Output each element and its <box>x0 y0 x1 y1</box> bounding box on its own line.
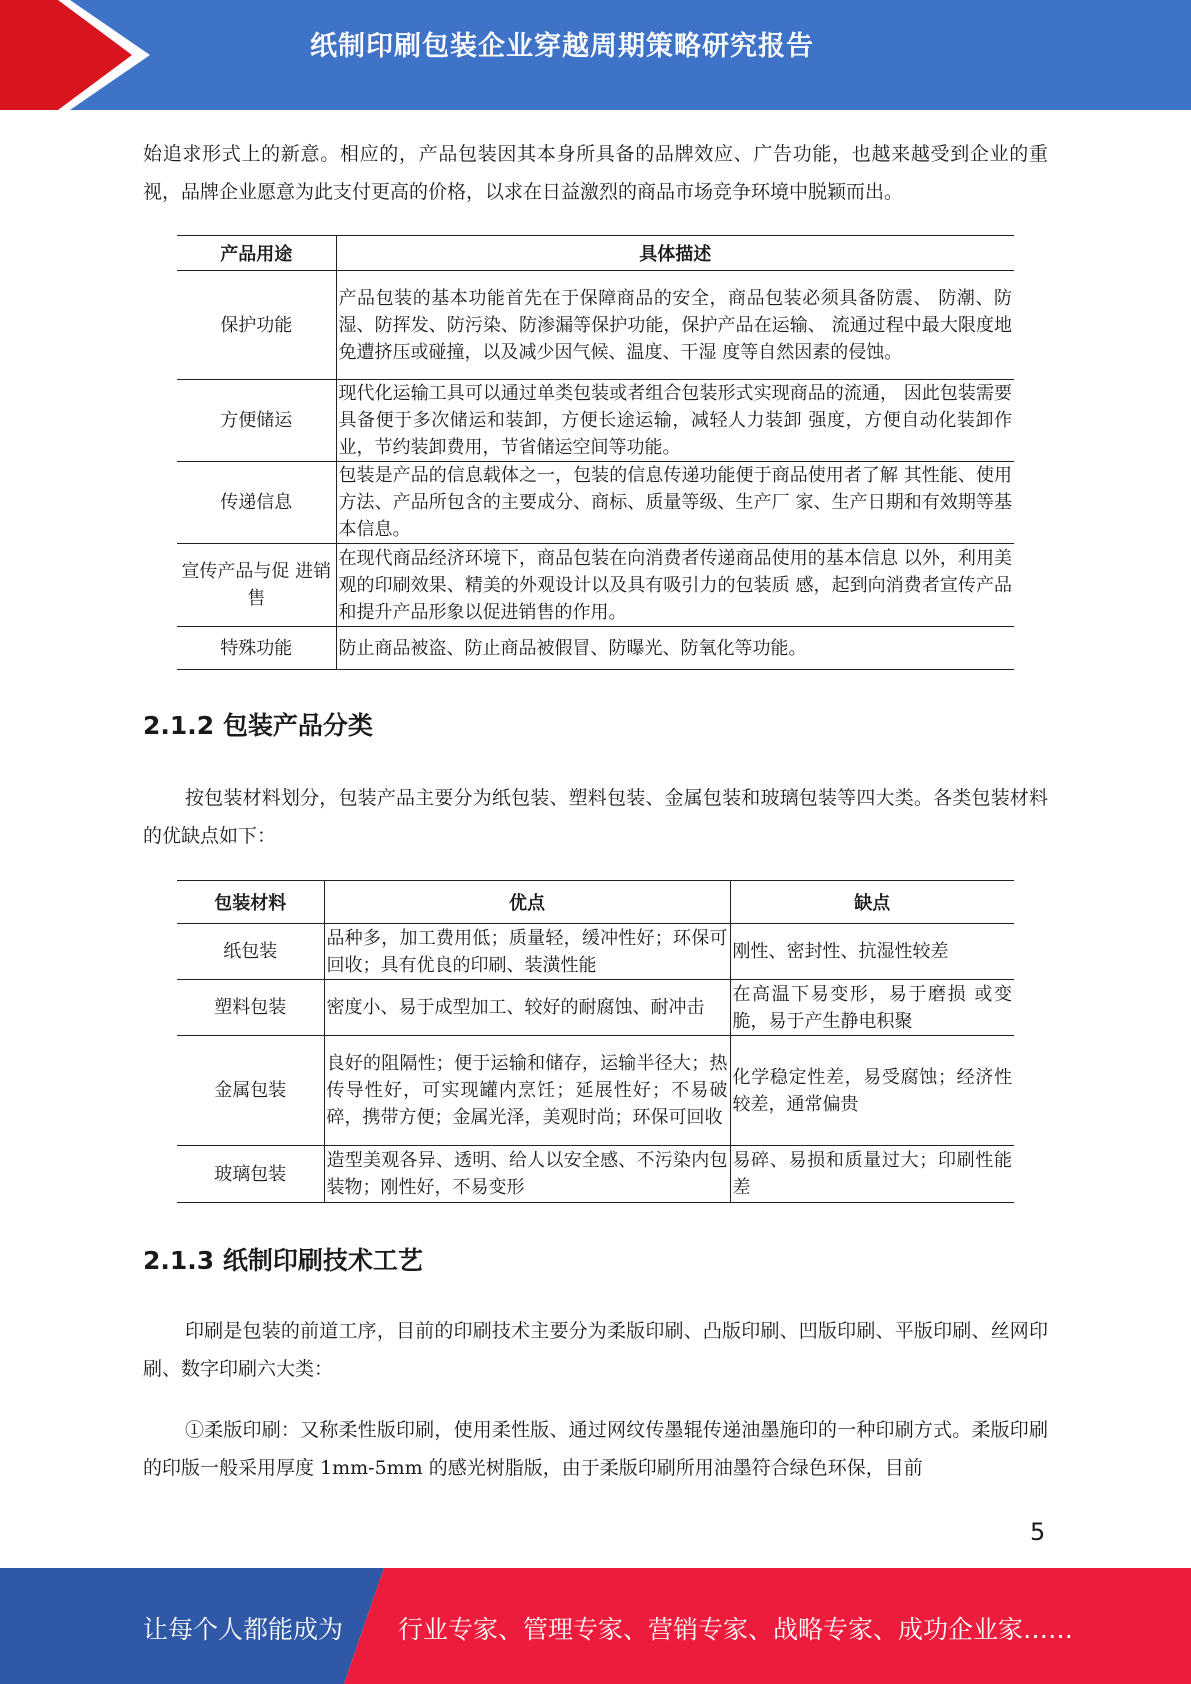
table-row <box>177 627 1014 670</box>
table-row <box>177 462 1014 544</box>
table-cell: 刚性、密封性、抗湿性较差 <box>730 924 1014 980</box>
footer-slogan-left: 让每个人都能成为 <box>143 1615 344 1644</box>
table-cell: 化学稳定性差，易受腐蚀；经济性较差，通常偏贵 <box>730 1036 1014 1146</box>
table-row <box>177 544 1014 627</box>
table-cell: 良好的阻隔性；便于运输和储存，运输半径大；热传导性好，可实现罐内烹饪；延展性好；不易破碎，携带方便；金属光泽，美观时尚；环保可回收 <box>324 1036 730 1146</box>
table-cell: 易碎、易损和质量过大；印刷性能差 <box>730 1146 1014 1203</box>
table-header-row <box>177 881 1014 924</box>
table-cell: 防止商品被盗、防止商品被假冒、防曝光、防氧化等功能。 <box>336 627 1014 670</box>
table-cell: 纸包装 <box>177 924 324 980</box>
table-cell: 特殊功能 <box>177 627 336 670</box>
table-row <box>177 980 1014 1036</box>
table-cell: 保护功能 <box>177 271 336 380</box>
table-header-row <box>177 236 1014 271</box>
table-cell: 品种多，加工费用低；质量轻，缓冲性好；环保可回收；具有优良的印刷、装潢性能 <box>324 924 730 980</box>
section-2-1-3-paragraph-2: ①柔版印刷：又称柔性版印刷，使用柔性版、通过网纹传墨辊传递油墨施印的一种印刷方式。柔版印刷的印版一般采用厚度 1mm-5mm 的感光树脂版，由于柔版印刷所用油墨符合绿色环保，目前 <box>143 1419 1048 1479</box>
packaging-material-table <box>177 880 1014 1203</box>
column-header: 产品用途 <box>177 236 336 271</box>
table-cell: 玻璃包装 <box>177 1146 324 1203</box>
table-row <box>177 1036 1014 1146</box>
table-cell: 塑料包装 <box>177 980 324 1036</box>
table-row <box>177 271 1014 380</box>
table-row <box>177 380 1014 462</box>
header-arrow-decoration <box>0 0 150 110</box>
table-cell: 现代化运输工具可以通过单类包装或者组合包装形式实现商品的流通， 因此包装需要具备便于多次储运和装卸，方便长途运输，减轻人力装卸 强度，方便自动化装卸作业，节约装卸费用，节省储运空间等功能。 <box>336 380 1014 462</box>
table-cell: 包装是产品的信息载体之一，包装的信息传递功能便于商品使用者了解 其性能、使用方法、产品所包含的主要成分、商标、质量等级、生产厂 家、生产日期和有效期等基本信息。 <box>336 462 1014 544</box>
page-header <box>0 0 1191 110</box>
section-2-1-2-paragraph: 按包装材料划分，包装产品主要分为纸包装、塑料包装、金属包装和玻璃包装等四大类。各类包装材料的优缺点如下： <box>143 787 1048 847</box>
table-cell: 宣传产品与促 进销售 <box>177 544 336 627</box>
product-use-table <box>177 235 1014 670</box>
table-cell: 造型美观各异、透明、给人以安全感、不污染内包装物；刚性好，不易变形 <box>324 1146 730 1203</box>
column-header: 缺点 <box>730 881 1014 924</box>
table-cell: 密度小、易于成型加工、较好的耐腐蚀、耐冲击 <box>324 980 730 1036</box>
footer-slogan-right: 行业专家、管理专家、营销专家、战略专家、成功企业家…… <box>398 1615 1074 1644</box>
page-number: 5 <box>1030 1518 1046 1546</box>
table-cell: 方便储运 <box>177 380 336 462</box>
table-cell: 产品包装的基本功能首先在于保障商品的安全，商品包装必须具备防震、 防潮、防湿、防挥发、防污染、防渗漏等保护功能，保护产品在运输、 流通过程中最大限度地免遭挤压或碰撞，以及减少因气候、温度、干湿 度等自然因素的侵蚀。 <box>336 271 1014 380</box>
table-cell: 金属包装 <box>177 1036 324 1146</box>
column-header: 具体描述 <box>336 236 1014 271</box>
section-2-1-3-paragraph-1: 印刷是包装的前道工序，目前的印刷技术主要分为柔版印刷、凸版印刷、凹版印刷、平版印刷、丝网印刷、数字印刷六大类： <box>143 1320 1048 1380</box>
section-heading-2-1-3: 2.1.3 纸制印刷技术工艺 <box>143 1246 423 1275</box>
table-cell: 传递信息 <box>177 462 336 544</box>
intro-paragraph: 始追求形式上的新意。相应的，产品包装因其本身所具备的品牌效应、广告功能，也越来越受到企业的重视，品牌企业愿意为此支付更高的价格，以求在日益激烈的商品市场竞争环境中脱颖而出。 <box>143 143 1048 203</box>
report-title: 纸制印刷包装企业穿越周期策略研究报告 <box>310 31 814 62</box>
section-heading-2-1-2: 2.1.2 包装产品分类 <box>143 711 373 740</box>
column-header: 优点 <box>324 881 730 924</box>
table-row <box>177 924 1014 980</box>
table-cell: 在高温下易变形，易于磨损 或变脆，易于产生静电积聚 <box>730 980 1014 1036</box>
column-header: 包装材料 <box>177 881 324 924</box>
table-row <box>177 1146 1014 1203</box>
table-cell: 在现代商品经济环境下，商品包装在向消费者传递商品使用的基本信息 以外，利用美观的印刷效果、精美的外观设计以及具有吸引力的包装质 感，起到向消费者宣传产品和提升产品形象以促进销售的作用。 <box>336 544 1014 627</box>
